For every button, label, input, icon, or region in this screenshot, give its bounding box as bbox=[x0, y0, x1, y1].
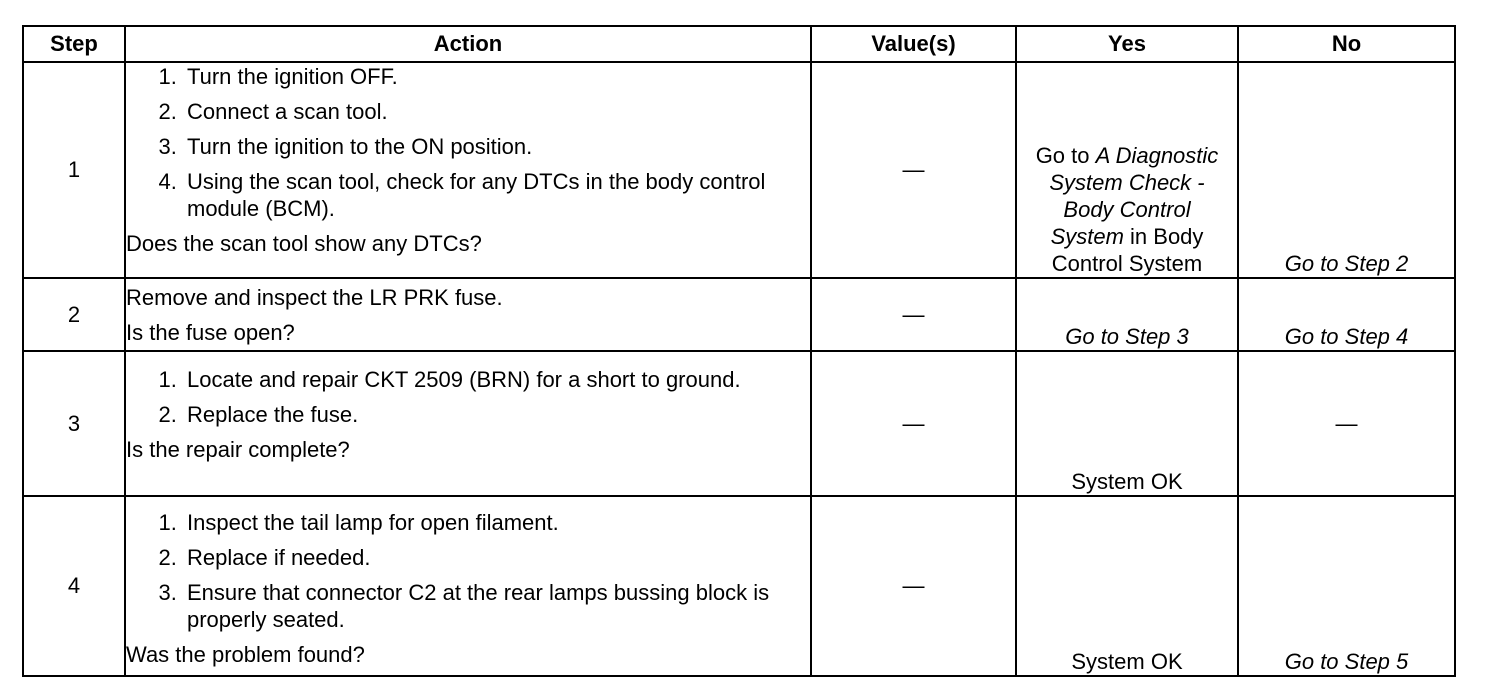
action-step: 2. Replace the fuse. bbox=[183, 401, 810, 428]
value-cell: — bbox=[811, 496, 1016, 676]
action-step: 4. Using the scan tool, check for any DTCs in the body control module (BCM). bbox=[183, 168, 810, 222]
action-question: Was the problem found? bbox=[126, 642, 365, 667]
action-step: 3. Turn the ignition to the ON position. bbox=[183, 133, 810, 160]
action-step: 2. Connect a scan tool. bbox=[183, 98, 810, 125]
yes-cell bbox=[1016, 62, 1238, 278]
action-steps bbox=[126, 509, 810, 633]
yes-link[interactable]: A Diagnostic System Check - Body Control System bbox=[1049, 143, 1219, 249]
table-row bbox=[23, 496, 1455, 676]
yes-cell bbox=[1016, 278, 1238, 351]
step-number: 3 bbox=[23, 351, 125, 496]
action-step: 1. Locate and repair CKT 2509 (BRN) for a short to ground. bbox=[183, 366, 810, 393]
table-row bbox=[23, 62, 1455, 278]
action-question: Does the scan tool show any DTCs? bbox=[126, 231, 482, 256]
header-values: Value(s) bbox=[811, 26, 1016, 62]
no-link[interactable]: Go to Step 4 bbox=[1284, 324, 1409, 349]
table-row bbox=[23, 351, 1455, 496]
action-cell bbox=[125, 278, 811, 351]
header-action: Action bbox=[125, 26, 811, 62]
value-cell: — bbox=[811, 351, 1016, 496]
diagnostic-table bbox=[22, 25, 1456, 677]
value-cell: — bbox=[811, 278, 1016, 351]
action-cell bbox=[125, 62, 811, 278]
action-line: Remove and inspect the LR PRK fuse. bbox=[126, 285, 503, 310]
action-step: 1. Turn the ignition OFF. bbox=[183, 63, 810, 90]
header-yes: Yes bbox=[1016, 26, 1238, 62]
table-row bbox=[23, 278, 1455, 351]
action-step: 2. Replace if needed. bbox=[183, 544, 810, 571]
header-no: No bbox=[1238, 26, 1455, 62]
no-link[interactable]: Go to Step 2 bbox=[1284, 251, 1409, 276]
header-step: Step bbox=[23, 26, 125, 62]
yes-cell: System OK bbox=[1016, 351, 1238, 496]
action-question: Is the fuse open? bbox=[126, 320, 295, 345]
step-number: 1 bbox=[23, 62, 125, 278]
yes-go-to: Go to bbox=[1035, 143, 1096, 168]
no-cell: — bbox=[1238, 351, 1455, 496]
yes-link[interactable]: Go to Step 3 bbox=[1065, 324, 1189, 349]
header-row bbox=[23, 26, 1455, 62]
action-steps bbox=[126, 63, 810, 222]
action-cell bbox=[125, 496, 811, 676]
action-step: 3. Ensure that connector C2 at the rear lamps bussing block is properly seated. bbox=[183, 579, 810, 633]
value-cell: — bbox=[811, 62, 1016, 278]
step-number: 2 bbox=[23, 278, 125, 351]
no-cell bbox=[1238, 62, 1455, 278]
yes-suffix: in Body Control System bbox=[1051, 224, 1204, 276]
no-cell bbox=[1238, 278, 1455, 351]
step-number: 4 bbox=[23, 496, 125, 676]
action-step: 1. Inspect the tail lamp for open filament. bbox=[183, 509, 810, 536]
no-cell bbox=[1238, 496, 1455, 676]
action-steps bbox=[126, 366, 810, 428]
no-link[interactable]: Go to Step 5 bbox=[1284, 649, 1409, 674]
action-cell bbox=[125, 351, 811, 496]
action-question: Is the repair complete? bbox=[126, 437, 350, 462]
yes-cell: System OK bbox=[1016, 496, 1238, 676]
